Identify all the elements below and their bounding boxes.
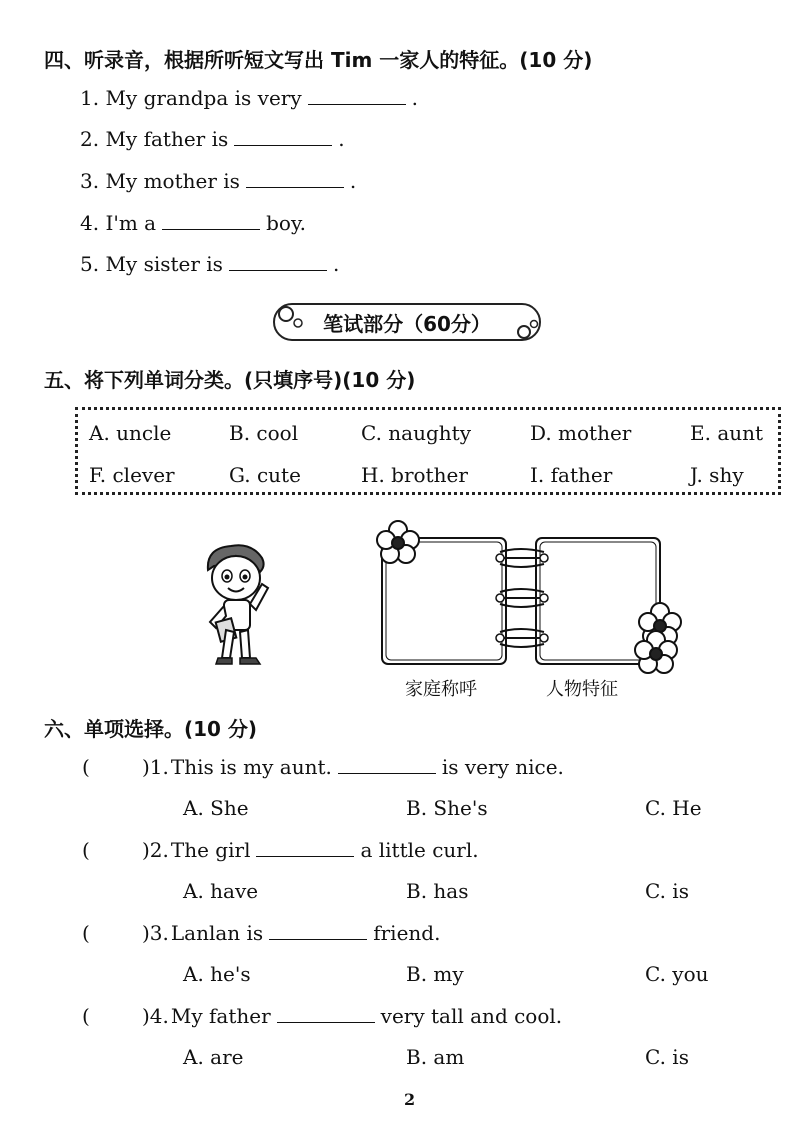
word-item: F. clever — [89, 463, 175, 487]
page-number: 2 — [404, 1090, 416, 1109]
word-item: A. uncle — [89, 421, 172, 445]
question-text: This is my aunt. — [170, 755, 332, 779]
section-4-title: 四、听录音，根据所听短文写出 Tim 一家人的特征。(10 分) — [44, 48, 593, 72]
banner-bubbles-icon — [272, 302, 544, 346]
answer-paren-open: ( — [82, 1004, 90, 1028]
option-a[interactable]: A. are — [183, 1045, 244, 1069]
question-number: )3. — [142, 921, 169, 945]
option-b[interactable]: B. has — [406, 879, 469, 903]
word-item: C. naughty — [361, 421, 472, 445]
flower-icon — [377, 521, 419, 563]
answer-blank[interactable] — [246, 169, 344, 188]
answer-blank[interactable] — [234, 127, 332, 146]
question-text-after: is very nice. — [441, 755, 564, 779]
boy-illustration-icon — [196, 540, 276, 670]
question-text-after: . — [349, 169, 357, 193]
question-4-4 — [80, 211, 306, 235]
answer-blank[interactable] — [277, 1004, 375, 1023]
option-c[interactable]: C. He — [645, 796, 702, 820]
choice-question-2 — [142, 838, 479, 862]
question-text: 3. My mother is — [80, 169, 240, 193]
question-text-after: very tall and cool. — [380, 1004, 563, 1028]
question-text: The girl — [170, 838, 251, 862]
answer-paren-open: ( — [82, 755, 90, 779]
option-c[interactable]: C. is — [645, 879, 689, 903]
family-terms-label: 家庭称呼 — [405, 679, 477, 700]
question-text: Lanlan is — [170, 921, 264, 945]
section-6-title: 六、单项选择。(10 分) — [44, 717, 258, 741]
question-4-2 — [80, 127, 345, 151]
question-number: )1. — [142, 755, 169, 779]
answer-blank[interactable] — [256, 838, 354, 857]
choice-question-3 — [142, 921, 440, 945]
question-4-5 — [80, 252, 339, 276]
question-text-after: . — [411, 86, 418, 110]
answer-blank[interactable] — [162, 211, 260, 230]
option-b[interactable]: B. am — [406, 1045, 465, 1069]
answer-paren-open: ( — [82, 921, 90, 945]
answer-blank[interactable] — [229, 252, 327, 271]
question-4-1 — [80, 86, 418, 110]
option-b[interactable]: B. my — [406, 962, 464, 986]
question-text-after: boy. — [266, 211, 306, 235]
word-item: B. cool — [229, 421, 299, 445]
word-item: H. brother — [361, 463, 468, 487]
option-a[interactable]: A. She — [183, 796, 249, 820]
word-item: D. mother — [530, 421, 632, 445]
question-text: 4. I'm a — [80, 211, 157, 235]
word-item: E. aunt — [690, 421, 764, 445]
classification-frames — [360, 516, 700, 684]
question-text-after: friend. — [373, 921, 441, 945]
question-4-3 — [80, 169, 356, 193]
question-text-after: a little curl. — [360, 838, 479, 862]
word-item: I. father — [530, 463, 613, 487]
choice-question-4 — [142, 1004, 562, 1028]
section-5-title: 五、将下列单词分类。(只填序号)(10 分) — [44, 368, 416, 392]
word-item: J. shy — [690, 463, 744, 487]
answer-blank[interactable] — [308, 86, 406, 105]
option-b[interactable]: B. She's — [406, 796, 488, 820]
answer-blank[interactable] — [338, 755, 436, 774]
question-number: )2. — [142, 838, 169, 862]
question-text: 2. My father is — [80, 127, 229, 151]
option-c[interactable]: C. is — [645, 1045, 689, 1069]
option-a[interactable]: A. he's — [183, 962, 251, 986]
option-c[interactable]: C. you — [645, 962, 709, 986]
answer-paren-open: ( — [82, 838, 90, 862]
question-number: )4. — [142, 1004, 169, 1028]
choice-question-1 — [142, 755, 564, 779]
traits-label: 人物特征 — [546, 679, 618, 700]
option-a[interactable]: A. have — [183, 879, 259, 903]
banner-text: 笔试部分（60分） — [323, 311, 491, 336]
word-item: G. cute — [229, 463, 301, 487]
question-text: 5. My sister is — [80, 252, 223, 276]
question-text-after: . — [332, 252, 340, 276]
question-text: My father — [170, 1004, 271, 1028]
question-text-after: . — [338, 127, 345, 151]
question-text: 1. My grandpa is very — [80, 86, 302, 110]
answer-blank[interactable] — [269, 921, 367, 940]
